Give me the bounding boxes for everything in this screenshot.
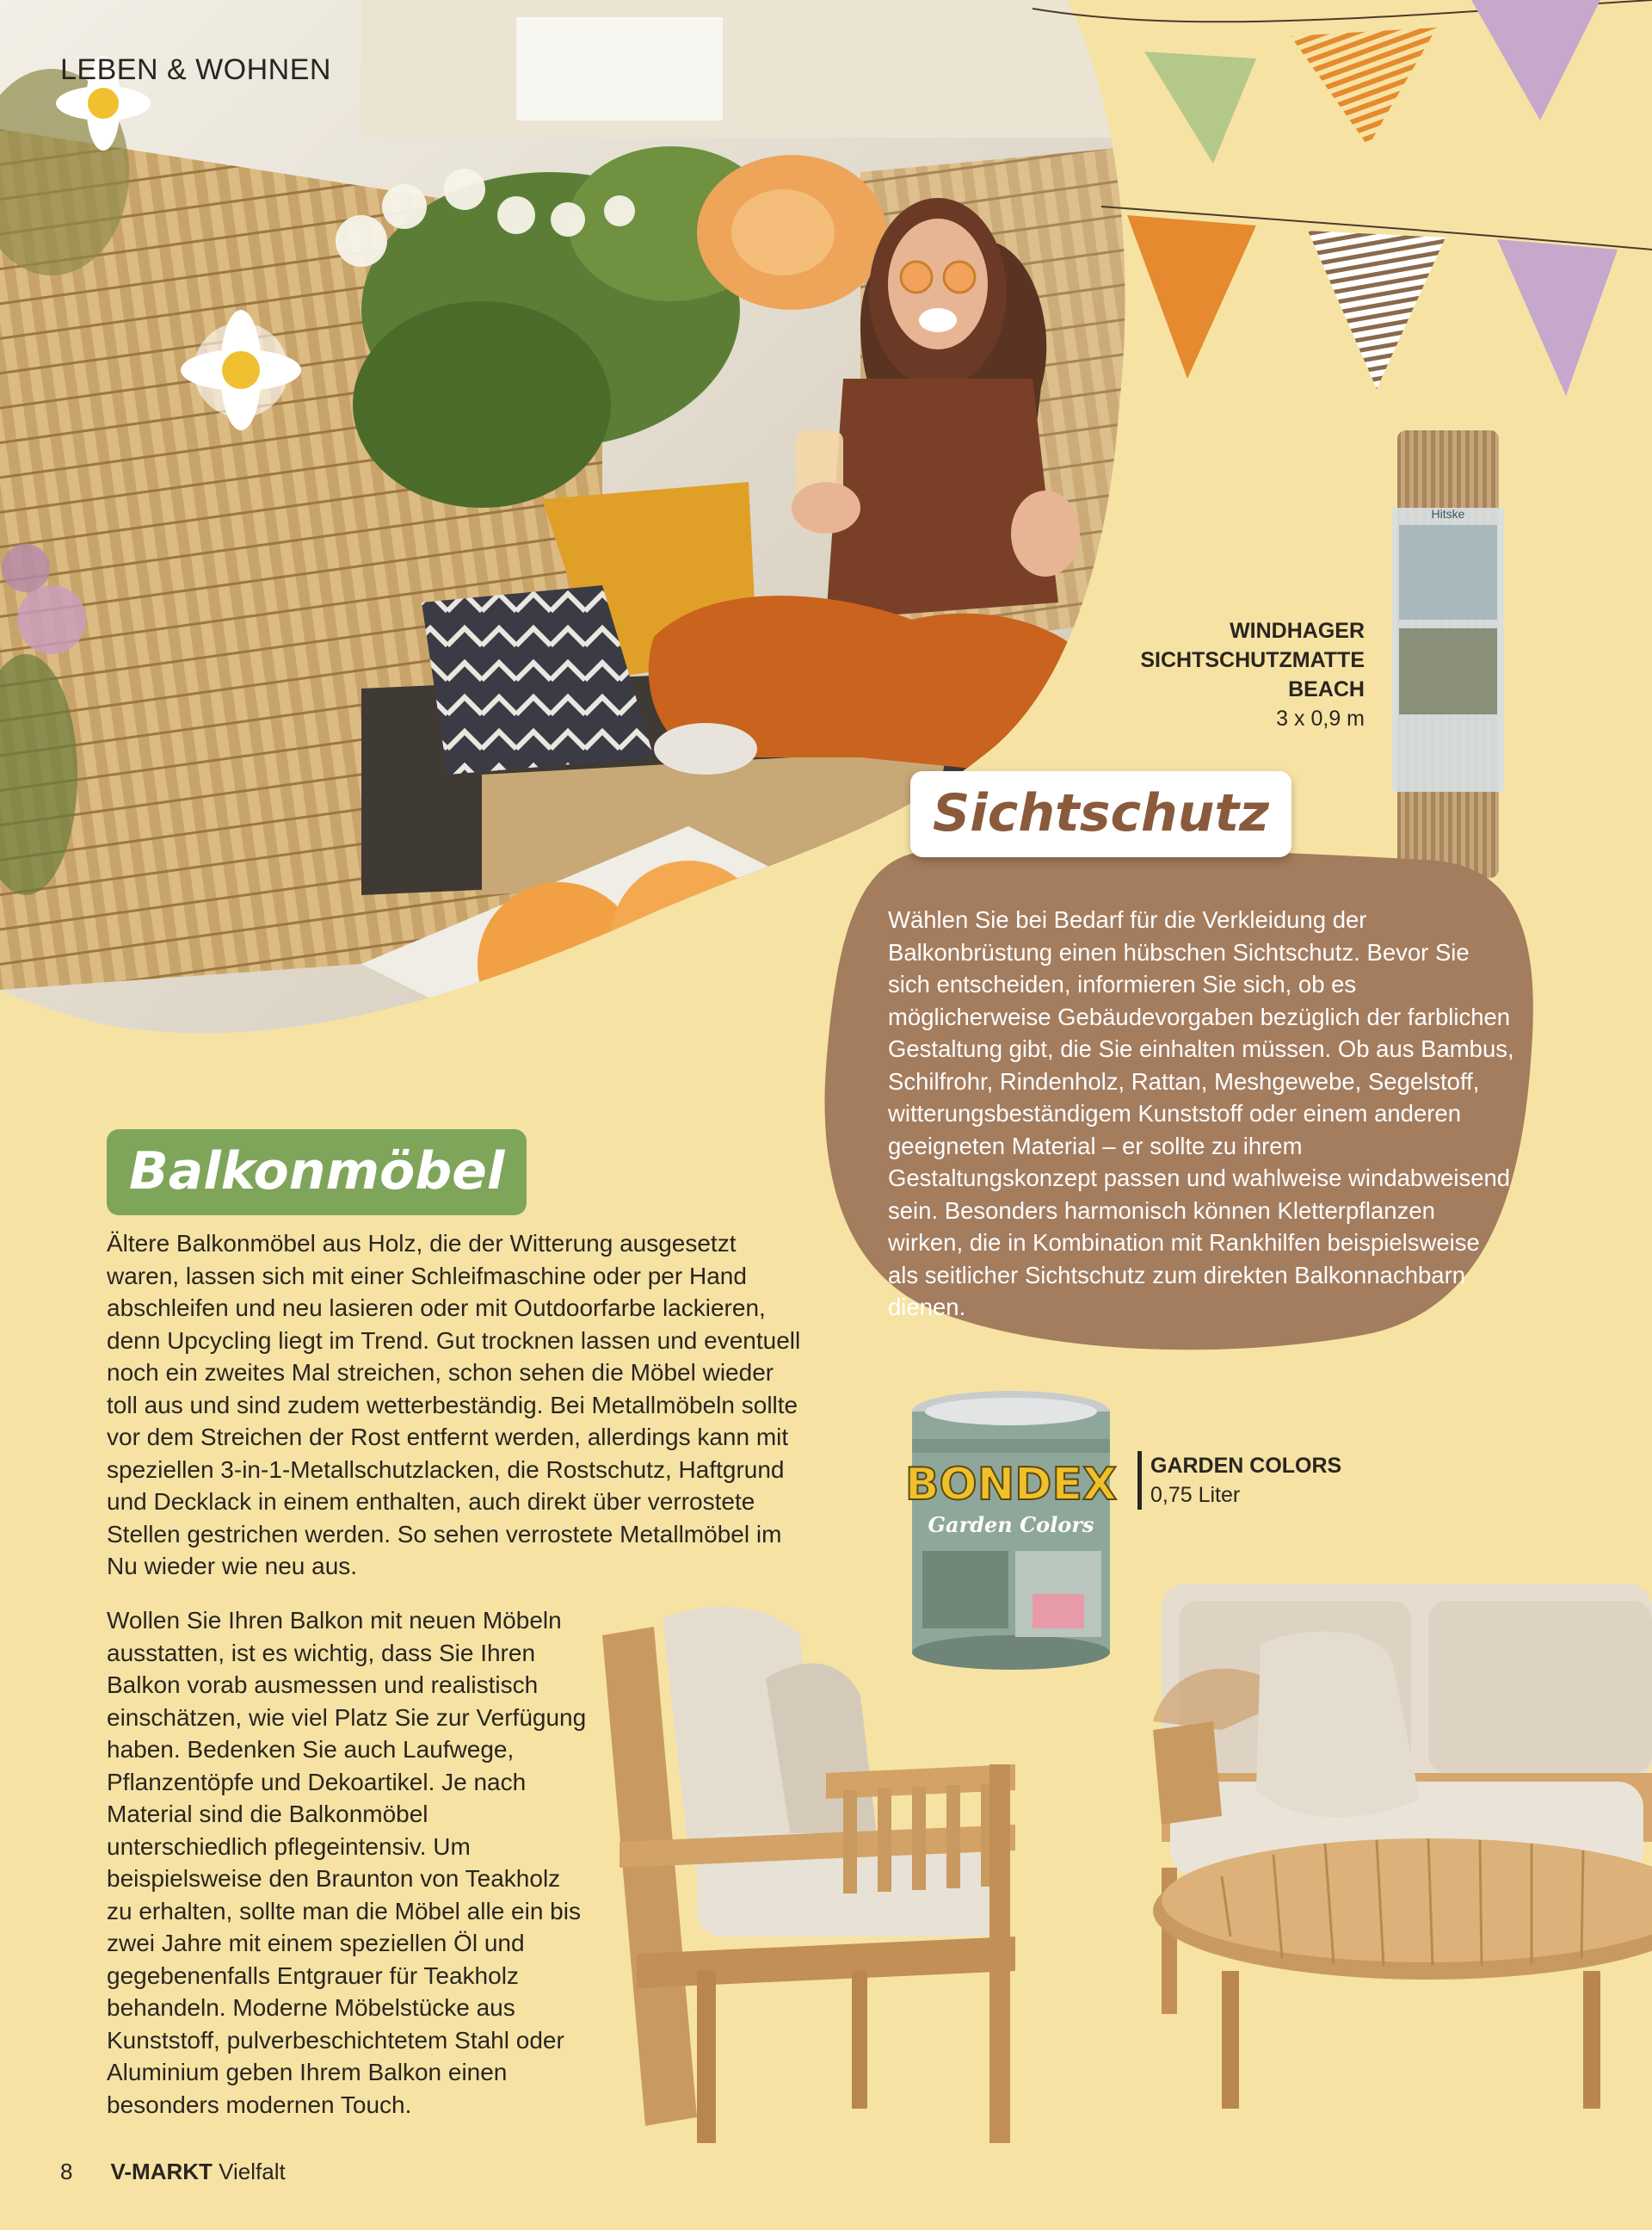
sichtschutz-heading: Sichtschutz: [910, 771, 1291, 857]
mat-packaging-brand: Hitske: [1431, 507, 1465, 521]
sichtschutz-paragraph: Wählen Sie bei Bedarf für die Verkleidung der Balkonbrüstung einen hübschen Sichtschutz. Bevor Sie sich entscheiden, informieren Sie sich, ob es möglicherweise Gebäudevorgaben bezüglich der farblichen Gestaltung gibt, die Sie einhalten müssen. Ob aus Bambus, Schilfrohr, Rindenholz, Rattan, Meshgewebe, Segelstoff, witterungsbeständigem Kunststoff oder einem anderen geeigneten Material – er sollte zu ihrem Gestaltungskonzept passen und wahlweise windabweisend sein. Besonders harmonisch können Kletterpflanzen wirken, die in Kombination mit Rankhilfen beispielsweise als seitlicher Sichtschutz zum direkten Balkonnachbarn dienen.: [888, 906, 1514, 1320]
footer-magazine: Vielfalt: [219, 2159, 286, 2184]
teak-furniture-image: [568, 1566, 1652, 2169]
balkonmoebel-paragraph-1: Ältere Balkonmöbel aus Holz, die der Witterung ausgesetzt waren, lassen sich mit einer Schleifmaschine oder per Hand abschleifen und neu lasieren oder mit Outdoorfarbe lackieren, denn Upcycling liegt im Trend. Gut trocknen lassen und eventuell noch ein zweites Mal streichen, schon sehen die Möbel wieder toll aus und sind zudem wetterbeständig. Bei Metallmöbeln sollte vor dem Streichen der Rost entfernt werden, allerdings kann mit speziellen 3-in-1-Metallschutzlacken, die Rostschutz, Haftgrund und Decklack in einem enthalten, auch direkt über verrostete Stellen gestrichen werden. So sehen verrostete Metallmöbel im Nu wieder wie neu aus.: [107, 1230, 801, 1579]
windhager-caption: [1119, 616, 1365, 733]
windhager-name-line2: SICHTSCHUTZMATTE: [1140, 648, 1365, 672]
flag-orange: [1127, 215, 1256, 379]
garden-colors-name: GARDEN COLORS: [1150, 1454, 1342, 1478]
footer-brand: V-MARKT: [110, 2159, 213, 2184]
windhager-name-line3: BEACH: [1288, 677, 1365, 701]
can-brand: BONDEX: [904, 1459, 1118, 1510]
armchair: [602, 1607, 1015, 2143]
flag-purple-2: [1497, 239, 1618, 396]
bunting-decoration: [1015, 0, 1652, 413]
balkonmoebel-heading: Balkonmöbel: [107, 1129, 527, 1215]
windhager-mat-product-image: [1392, 430, 1504, 878]
flag-orange-striped: [1291, 28, 1437, 146]
can-subtitle: Garden Colors: [928, 1512, 1094, 1537]
garden-colors-size: 0,75 Liter: [1150, 1483, 1241, 1507]
windhager-size: 3 x 0,9 m: [1276, 707, 1365, 731]
windhager-name-line1: WINDHAGER: [1230, 619, 1365, 643]
balkonmoebel-paragraph-2: Wollen Sie Ihren Balkon mit neuen Möbeln ausstatten, ist es wichtig, dass Sie Ihren Balkon vorab ausmessen und realistisch einschätzen, wie viel Platz Sie zur Verfügung haben. Bedenken Sie auch Laufwege, Pflanzentöpfe und Dekoartikel. Je nach Material sind die Balkonmöbel unterschiedlich pflegeintensiv. Um beispielsweise den Braunton von Teakholz zu erhalten, sollte man die Möbel alle ein bis zwei Jahre mit einem speziellen Öl und gegebenenfalls Entgrauer für Teakholz behandeln. Moderne Möbelstücke aus Kunststoff, pulverbeschichtetem Stahl oder Aluminium geben Ihrem Balkon einen besonders modernen Touch.: [107, 1607, 587, 2118]
page-number: 8: [60, 2159, 73, 2184]
garden-colors-caption: [1137, 1451, 1413, 1510]
section-label: LEBEN & WOHNEN: [60, 53, 331, 86]
round-table: [1153, 1838, 1652, 2109]
flag-green: [1144, 52, 1256, 164]
flag-purple: [1471, 0, 1600, 120]
flag-white-striped: [1308, 231, 1446, 389]
footer: [60, 2159, 286, 2185]
